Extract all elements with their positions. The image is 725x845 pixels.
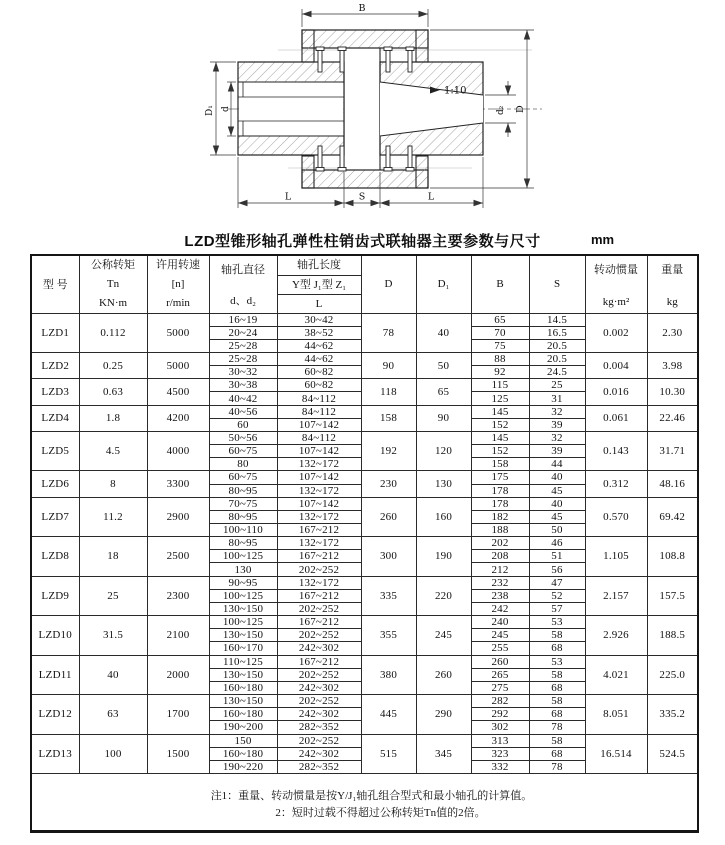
dim-label-L-right: L <box>427 191 435 203</box>
cell-S: 16.5 <box>529 326 585 339</box>
cell-S: 53 <box>529 655 585 668</box>
spec-row-LZD2-1 <box>31 352 698 365</box>
cell-bore-length: 107~142 <box>277 418 361 431</box>
cell-bore-length: 84~112 <box>277 431 361 444</box>
cell-bore-diameter: 20~24 <box>209 326 277 339</box>
cell-model: LZD1 <box>31 313 79 352</box>
cell-bore-length: 44~62 <box>277 352 361 365</box>
cell-inertia: 0.143 <box>585 431 647 470</box>
cell-S: 68 <box>529 642 585 655</box>
cell-bore-diameter: 30~38 <box>209 379 277 392</box>
cell-inertia: 2.157 <box>585 576 647 615</box>
cell-nominal-torque: 18 <box>79 537 147 576</box>
cell-D: 380 <box>361 655 416 694</box>
cell-weight: 48.16 <box>647 471 698 497</box>
cell-D: 158 <box>361 405 416 431</box>
cell-allowable-speed: 1500 <box>147 734 209 773</box>
cell-allowable-speed: 3300 <box>147 471 209 497</box>
cell-bore-diameter: 25~28 <box>209 339 277 352</box>
cell-B: 178 <box>471 484 529 497</box>
cell-S: 58 <box>529 668 585 681</box>
cell-bore-diameter: 130~150 <box>209 602 277 615</box>
cell-B: 245 <box>471 629 529 642</box>
cell-B: 282 <box>471 695 529 708</box>
cell-S: 24.5 <box>529 366 585 379</box>
cell-weight: 335.2 <box>647 695 698 734</box>
spec-row-LZD5-1 <box>31 431 698 444</box>
cell-allowable-speed: 5000 <box>147 352 209 378</box>
cell-bore-diameter: 130 <box>209 563 277 576</box>
cell-model: LZD9 <box>31 576 79 615</box>
cell-bore-diameter: 160~180 <box>209 747 277 760</box>
cell-B: 323 <box>471 747 529 760</box>
cell-bore-length: 202~252 <box>277 668 361 681</box>
dim-label-L-left: L <box>284 191 292 203</box>
cell-nominal-torque: 4.5 <box>79 431 147 470</box>
cell-bore-diameter: 100~125 <box>209 616 277 629</box>
cell-S: 45 <box>529 484 585 497</box>
cell-B: 255 <box>471 642 529 655</box>
notes-cell <box>31 773 698 831</box>
cell-inertia: 8.051 <box>585 695 647 734</box>
cell-B: 313 <box>471 734 529 747</box>
cell-S: 31 <box>529 392 585 405</box>
cell-nominal-torque: 63 <box>79 695 147 734</box>
cell-weight: 22.46 <box>647 405 698 431</box>
cell-B: 302 <box>471 721 529 734</box>
cell-bore-diameter: 60~75 <box>209 445 277 458</box>
cell-model: LZD11 <box>31 655 79 694</box>
cell-model: LZD6 <box>31 471 79 497</box>
cell-inertia: 16.514 <box>585 734 647 773</box>
cell-allowable-speed: 2100 <box>147 616 209 655</box>
cell-bore-diameter: 110~125 <box>209 655 277 668</box>
cell-S: 78 <box>529 721 585 734</box>
cell-bore-diameter: 130~150 <box>209 668 277 681</box>
cell-B: 332 <box>471 760 529 773</box>
cell-B: 260 <box>471 655 529 668</box>
cell-bore-diameter: 160~180 <box>209 681 277 694</box>
cell-B: 115 <box>471 379 529 392</box>
cell-bore-length: 167~212 <box>277 589 361 602</box>
cell-S: 57 <box>529 602 585 615</box>
cell-bore-diameter: 50~56 <box>209 431 277 444</box>
cell-S: 52 <box>529 589 585 602</box>
cell-bore-length: 84~112 <box>277 405 361 418</box>
cell-allowable-speed: 2900 <box>147 497 209 536</box>
cell-B: 152 <box>471 418 529 431</box>
cell-D1: 160 <box>416 497 471 536</box>
cell-inertia: 2.926 <box>585 616 647 655</box>
cell-D1: 245 <box>416 616 471 655</box>
spec-row-LZD8-1 <box>31 537 698 550</box>
cell-weight: 225.0 <box>647 655 698 694</box>
cell-bore-length: 132~172 <box>277 510 361 523</box>
cell-bore-length: 167~212 <box>277 524 361 537</box>
spec-row-LZD9-1 <box>31 576 698 589</box>
cell-B: 65 <box>471 313 529 326</box>
cell-weight: 108.8 <box>647 537 698 576</box>
cell-D: 445 <box>361 695 416 734</box>
cell-S: 68 <box>529 747 585 760</box>
cell-model: LZD10 <box>31 616 79 655</box>
cell-D1: 220 <box>416 576 471 615</box>
cell-bore-length: 202~252 <box>277 563 361 576</box>
cell-inertia: 0.312 <box>585 471 647 497</box>
cell-S: 32 <box>529 431 585 444</box>
cell-B: 265 <box>471 668 529 681</box>
cell-inertia: 0.570 <box>585 497 647 536</box>
cell-D: 335 <box>361 576 416 615</box>
dim-label-d: d <box>221 106 231 112</box>
dim-label-d2: d₂ <box>496 105 506 115</box>
dim-label-D1: D₁ <box>205 105 215 116</box>
cell-bore-length: 167~212 <box>277 550 361 563</box>
cell-bore-diameter: 80~95 <box>209 537 277 550</box>
cell-allowable-speed: 2300 <box>147 576 209 615</box>
cell-bore-diameter: 70~75 <box>209 497 277 510</box>
cell-B: 70 <box>471 326 529 339</box>
cell-D: 90 <box>361 352 416 378</box>
cell-inertia: 4.021 <box>585 655 647 694</box>
cell-bore-diameter: 16~19 <box>209 313 277 326</box>
cell-D1: 90 <box>416 405 471 431</box>
spec-row-LZD6-1 <box>31 471 698 484</box>
cell-B: 292 <box>471 708 529 721</box>
cell-bore-diameter: 80~95 <box>209 484 277 497</box>
cell-bore-length: 282~352 <box>277 721 361 734</box>
cell-S: 25 <box>529 379 585 392</box>
cell-allowable-speed: 1700 <box>147 695 209 734</box>
cell-S: 44 <box>529 458 585 471</box>
cell-bore-length: 132~172 <box>277 458 361 471</box>
cell-bore-diameter: 100~125 <box>209 589 277 602</box>
right-hub <box>380 62 483 155</box>
cell-S: 39 <box>529 418 585 431</box>
cell-B: 125 <box>471 392 529 405</box>
cell-D1: 40 <box>416 313 471 352</box>
coupling-section-drawing <box>0 0 725 228</box>
cell-S: 40 <box>529 497 585 510</box>
cell-bore-diameter: 100~125 <box>209 550 277 563</box>
cell-bore-diameter: 60~75 <box>209 471 277 484</box>
cell-weight: 188.5 <box>647 616 698 655</box>
cell-B: 158 <box>471 458 529 471</box>
cell-nominal-torque: 0.112 <box>79 313 147 352</box>
dim-label-S: S <box>358 191 366 203</box>
spec-row-LZD10-1 <box>31 616 698 629</box>
cell-S: 14.5 <box>529 313 585 326</box>
cell-bore-diameter: 100~110 <box>209 524 277 537</box>
cell-bore-length: 167~212 <box>277 616 361 629</box>
cell-B: 145 <box>471 405 529 418</box>
cell-bore-length: 202~252 <box>277 629 361 642</box>
cell-weight: 2.30 <box>647 313 698 352</box>
cell-S: 50 <box>529 524 585 537</box>
cell-bore-length: 84~112 <box>277 392 361 405</box>
cell-S: 51 <box>529 550 585 563</box>
cell-D: 515 <box>361 734 416 773</box>
cell-nominal-torque: 8 <box>79 471 147 497</box>
parameters-table <box>30 254 699 833</box>
cell-bore-diameter: 60 <box>209 418 277 431</box>
spec-row-LZD1-1 <box>31 313 698 326</box>
cell-bore-length: 132~172 <box>277 576 361 589</box>
cell-B: 232 <box>471 576 529 589</box>
cell-weight: 3.98 <box>647 352 698 378</box>
cell-D1: 290 <box>416 695 471 734</box>
spec-row-LZD12-1 <box>31 695 698 708</box>
cell-B: 238 <box>471 589 529 602</box>
cell-nominal-torque: 11.2 <box>79 497 147 536</box>
left-hub <box>238 62 344 155</box>
cell-B: 275 <box>471 681 529 694</box>
spec-row-LZD7-1 <box>31 497 698 510</box>
dim-label-B: B <box>358 3 366 14</box>
cell-nominal-torque: 31.5 <box>79 616 147 655</box>
cell-inertia: 0.002 <box>585 313 647 352</box>
cell-B: 88 <box>471 352 529 365</box>
middle-web <box>344 48 380 170</box>
cell-D: 355 <box>361 616 416 655</box>
cell-B: 75 <box>471 339 529 352</box>
cell-model: LZD5 <box>31 431 79 470</box>
cell-bore-diameter: 190~220 <box>209 760 277 773</box>
cell-S: 45 <box>529 510 585 523</box>
cell-weight: 31.71 <box>647 431 698 470</box>
col-header-model: 型 号 <box>31 255 79 313</box>
cell-bore-length: 202~252 <box>277 602 361 615</box>
col-header-speed: 许用转速 [n] r/min <box>147 255 209 313</box>
note-1: 注1：重量、转动惯量是按Y/J₁轴孔组合型式和最小轴孔的计算值。 <box>210 789 533 802</box>
cell-model: LZD4 <box>31 405 79 431</box>
cell-bore-length: 107~142 <box>277 471 361 484</box>
cell-nominal-torque: 100 <box>79 734 147 773</box>
cell-B: 212 <box>471 563 529 576</box>
cell-weight: 524.5 <box>647 734 698 773</box>
cell-model: LZD13 <box>31 734 79 773</box>
cell-S: 20.5 <box>529 352 585 365</box>
taper-ratio-label: 1:10 <box>444 85 467 97</box>
cell-S: 68 <box>529 681 585 694</box>
cell-bore-length: 44~62 <box>277 339 361 352</box>
cell-inertia: 0.016 <box>585 379 647 405</box>
cell-S: 46 <box>529 537 585 550</box>
cell-bore-length: 242~302 <box>277 642 361 655</box>
cell-bore-length: 60~82 <box>277 379 361 392</box>
cell-weight: 10.30 <box>647 379 698 405</box>
cell-D: 78 <box>361 313 416 352</box>
cell-bore-length: 107~142 <box>277 497 361 510</box>
col-header-D: D <box>361 255 416 313</box>
cell-nominal-torque: 1.8 <box>79 405 147 431</box>
cell-S: 40 <box>529 471 585 484</box>
cell-D: 192 <box>361 431 416 470</box>
dim-label-D: D <box>515 105 526 113</box>
header-row <box>31 255 698 313</box>
cell-nominal-torque: 25 <box>79 576 147 615</box>
cell-model: LZD12 <box>31 695 79 734</box>
cell-B: 92 <box>471 366 529 379</box>
cell-S: 32 <box>529 405 585 418</box>
cell-bore-length: 38~52 <box>277 326 361 339</box>
col-header-B: B <box>471 255 529 313</box>
cell-B: 178 <box>471 497 529 510</box>
col-header-bore-diameter: 轴孔直径 d、d₂ <box>209 255 277 313</box>
cell-B: 242 <box>471 602 529 615</box>
cell-B: 202 <box>471 537 529 550</box>
cell-D1: 65 <box>416 379 471 405</box>
cell-B: 188 <box>471 524 529 537</box>
cell-inertia: 0.004 <box>585 352 647 378</box>
cell-bore-diameter: 130~150 <box>209 695 277 708</box>
col-header-torque: 公称转矩 Tn KN·m <box>79 255 147 313</box>
cell-model: LZD8 <box>31 537 79 576</box>
cell-S: 47 <box>529 576 585 589</box>
cell-model: LZD2 <box>31 352 79 378</box>
cell-D: 260 <box>361 497 416 536</box>
cell-bore-length: 60~82 <box>277 366 361 379</box>
cell-bore-diameter: 160~180 <box>209 708 277 721</box>
cell-D1: 190 <box>416 537 471 576</box>
cell-inertia: 0.061 <box>585 405 647 431</box>
cell-allowable-speed: 5000 <box>147 313 209 352</box>
cell-S: 58 <box>529 695 585 708</box>
cell-allowable-speed: 4500 <box>147 379 209 405</box>
cell-nominal-torque: 0.25 <box>79 352 147 378</box>
cell-bore-diameter: 40~42 <box>209 392 277 405</box>
cell-D1: 130 <box>416 471 471 497</box>
cell-bore-length: 242~302 <box>277 747 361 760</box>
cell-B: 182 <box>471 510 529 523</box>
cell-allowable-speed: 4200 <box>147 405 209 431</box>
cell-S: 20.5 <box>529 339 585 352</box>
cell-S: 56 <box>529 563 585 576</box>
col-header-D1: D₁ <box>416 255 471 313</box>
cell-bore-length: 282~352 <box>277 760 361 773</box>
col-header-weight: 重量 kg <box>647 255 698 313</box>
cell-bore-diameter: 25~28 <box>209 352 277 365</box>
cell-B: 175 <box>471 471 529 484</box>
cell-bore-diameter: 80 <box>209 458 277 471</box>
cell-bore-diameter: 30~32 <box>209 366 277 379</box>
cell-B: 208 <box>471 550 529 563</box>
cell-weight: 69.42 <box>647 497 698 536</box>
cell-bore-length: 107~142 <box>277 445 361 458</box>
cell-S: 68 <box>529 708 585 721</box>
spec-row-LZD4-1 <box>31 405 698 418</box>
cell-S: 58 <box>529 629 585 642</box>
cell-S: 53 <box>529 616 585 629</box>
col-header-bore-length: 轴孔长度 Y型 J₁型 Z₁ L <box>277 255 361 313</box>
cell-bore-diameter: 80~95 <box>209 510 277 523</box>
cell-D: 230 <box>361 471 416 497</box>
unit-label: mm <box>591 232 615 247</box>
cell-B: 240 <box>471 616 529 629</box>
cell-allowable-speed: 2500 <box>147 537 209 576</box>
cell-bore-diameter: 90~95 <box>209 576 277 589</box>
cell-nominal-torque: 40 <box>79 655 147 694</box>
cell-D1: 260 <box>416 655 471 694</box>
cell-bore-diameter: 160~170 <box>209 642 277 655</box>
col-header-S: S <box>529 255 585 313</box>
note-2: 2：短时过载不得超过公称转矩Tn值的2倍。 <box>275 806 486 819</box>
cell-allowable-speed: 4000 <box>147 431 209 470</box>
cell-bore-length: 167~212 <box>277 655 361 668</box>
cell-bore-diameter: 40~56 <box>209 405 277 418</box>
cell-model: LZD3 <box>31 379 79 405</box>
cell-S: 58 <box>529 734 585 747</box>
cell-bore-length: 202~252 <box>277 734 361 747</box>
cell-bore-diameter: 130~150 <box>209 629 277 642</box>
cell-bore-diameter: 190~200 <box>209 721 277 734</box>
cell-allowable-speed: 2000 <box>147 655 209 694</box>
cell-weight: 157.5 <box>647 576 698 615</box>
page-title: LZD型锥形轴孔弹性柱销齿式联轴器主要参数与尺寸 <box>184 233 541 250</box>
cell-model: LZD7 <box>31 497 79 536</box>
cell-S: 39 <box>529 445 585 458</box>
notes-row <box>31 773 698 831</box>
cell-bore-length: 132~172 <box>277 484 361 497</box>
cell-bore-diameter: 150 <box>209 734 277 747</box>
cell-D1: 120 <box>416 431 471 470</box>
cell-bore-length: 202~252 <box>277 695 361 708</box>
cell-D1: 50 <box>416 352 471 378</box>
spec-row-LZD3-1 <box>31 379 698 392</box>
cell-D: 300 <box>361 537 416 576</box>
spec-row-LZD13-1 <box>31 734 698 747</box>
spec-row-LZD11-1 <box>31 655 698 668</box>
cell-B: 145 <box>471 431 529 444</box>
cell-bore-length: 242~302 <box>277 708 361 721</box>
cell-bore-length: 242~302 <box>277 681 361 694</box>
cell-S: 78 <box>529 760 585 773</box>
cell-bore-length: 132~172 <box>277 537 361 550</box>
cell-D1: 345 <box>416 734 471 773</box>
cell-inertia: 1.105 <box>585 537 647 576</box>
cell-D: 118 <box>361 379 416 405</box>
cell-bore-length: 30~42 <box>277 313 361 326</box>
col-header-inertia: 转动惯量 kg·m² <box>585 255 647 313</box>
cell-B: 152 <box>471 445 529 458</box>
cell-nominal-torque: 0.63 <box>79 379 147 405</box>
